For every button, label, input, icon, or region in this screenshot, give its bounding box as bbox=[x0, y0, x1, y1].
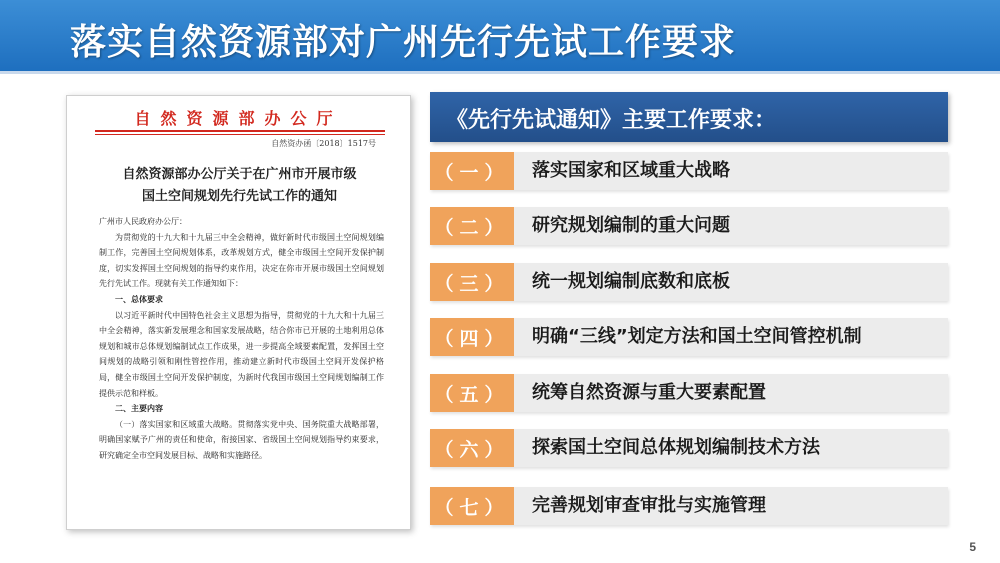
requirement-number: （三） bbox=[430, 263, 514, 301]
requirement-number: （七） bbox=[430, 487, 514, 525]
requirement-row bbox=[430, 152, 948, 190]
document-title-line1: 自然资源部办公厅关于在广州市开展市级 bbox=[122, 167, 357, 182]
requirement-row bbox=[430, 207, 948, 245]
requirement-number: （四） bbox=[430, 318, 514, 356]
document-paragraph: 为贯彻党的十九大和十九届三中全会精神，做好新时代市级国土空间规划编制工作，完善国土空间规划体系，改革规划方式，健全市级国土空间开发保护制度，切实发挥国土空间规划的指导约束作用，决定在你市开展市级国土空间规划先行先试工作。现就有关工作通知如下： bbox=[99, 232, 384, 289]
requirement-row bbox=[430, 374, 948, 412]
document-paragraph: （一）落实国家和区域重大战略。贯彻落实党中央、国务院重大战略部署，明确国家赋予广州的责任和使命，衔接国家、省级国土空间规划指导约束要求，研究确定全市空间发展目标、战略和实施路径。 bbox=[99, 419, 384, 460]
requirement-number: （五） bbox=[430, 374, 514, 412]
document-org: 自然资源部办公厅 bbox=[134, 109, 343, 128]
requirement-text: 完善规划审查审批与实施管理 bbox=[532, 495, 766, 516]
document-red-rule-thin bbox=[95, 134, 385, 135]
requirement-text: 落实国家和区域重大战略 bbox=[532, 160, 730, 181]
requirement-row bbox=[430, 318, 948, 356]
document-paragraph: 以习近平新时代中国特色社会主义思想为指导，贯彻党的十九大和十九届三中全会精神，落实新发展理念和国家发展战略，结合你市已开展的土地利用总体规划和城市总体规划编制试点工作成果，进一步提高全域要素配置，发挥国土空间规划的战略引领和刚性管控作用，推动建立新时代市级国土空间开发保护格局，健全市级国土空间开发保护制度，为新时代我国市级国土空间规划编制工作提供示范和样板。 bbox=[99, 310, 384, 398]
document-title-line2: 国土空间规划先行先试工作的通知 bbox=[141, 189, 337, 204]
slide-title: 落实自然资源部对广州先行先试工作要求 bbox=[70, 22, 737, 63]
requirement-text: 统筹自然资源与重大要素配置 bbox=[532, 382, 766, 403]
requirement-row bbox=[430, 429, 948, 467]
document-number: 自然资办函〔2018〕1517号 bbox=[271, 139, 376, 148]
requirement-text: 统一规划编制底数和底板 bbox=[532, 271, 730, 292]
document-heading: 二、主要内容 bbox=[115, 403, 163, 414]
requirement-row bbox=[430, 263, 948, 301]
document-image bbox=[66, 95, 411, 530]
notice-header bbox=[430, 92, 948, 142]
requirement-row bbox=[430, 487, 948, 525]
title-bar bbox=[0, 0, 1000, 74]
requirement-number: （二） bbox=[430, 207, 514, 245]
requirement-number: （六） bbox=[430, 429, 514, 467]
requirement-text: 明确“三线”划定方法和国土空间管控机制 bbox=[532, 326, 862, 347]
document-addressee: 广州市人民政府办公厅： bbox=[99, 217, 187, 226]
document-title bbox=[97, 164, 382, 208]
notice-header-text: 《先行先试通知》主要工作要求： bbox=[446, 108, 777, 133]
document-red-rule bbox=[95, 130, 385, 132]
document-heading: 一、总体要求 bbox=[115, 293, 163, 304]
page-number: 5 bbox=[969, 540, 976, 554]
requirement-text: 研究规划编制的重大问题 bbox=[532, 215, 730, 236]
document-body bbox=[99, 214, 384, 464]
requirement-text: 探索国土空间总体规划编制技术方法 bbox=[532, 437, 820, 458]
requirement-number: （一） bbox=[430, 152, 514, 190]
